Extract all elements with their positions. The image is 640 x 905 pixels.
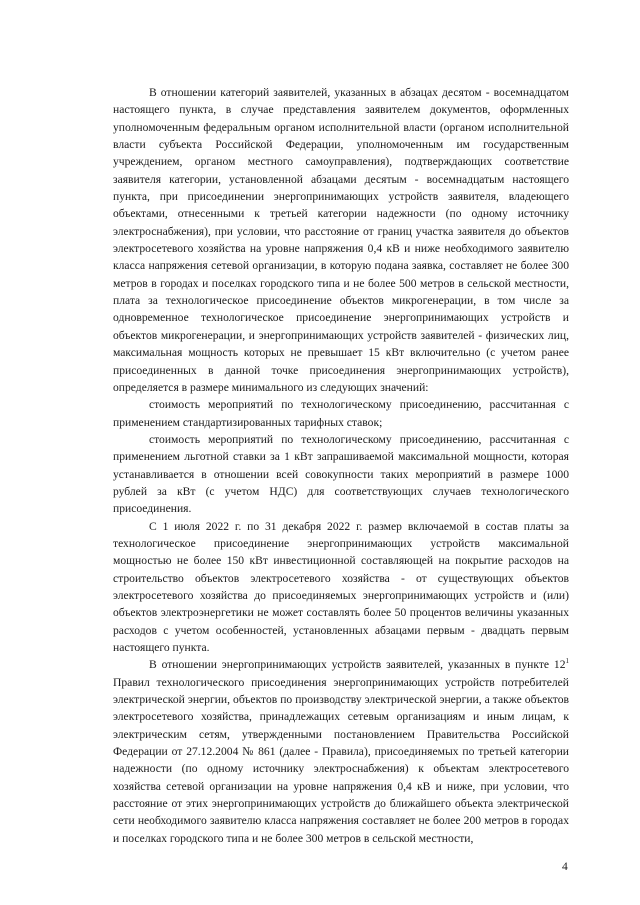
footnote-superscript: 1 — [565, 657, 569, 666]
paragraph-standard-rates: стоимость мероприятий по технологическому присоединению, рассчитанная с применением стандартизированных тарифных ставок; — [113, 398, 569, 429]
paragraph-preferential-rate: стоимость мероприятий по технологическому присоединению, рассчитанная с применением льготной ставки за 1 кВт запрашиваемой максимальной мощности, которая устанавливается в отношении всей совокупности таких мероприятий в размере 1000 рублей за кВт (с учетом НДС) для соответствующих случаев технологического присоединения. — [113, 432, 569, 516]
paragraph-energy-devices-rest: Правил технологического присоединения энергопринимающих устройств потребителей электрической энергии, объектов по производству электрической энергии, а также объектов электросетевого хозяйства, принадлежащих сетевым организациям и иным лицам, к электрическим сетям, утвержденными постановлением Правительства Российской Федерации от 27.12.2004 № 861 (далее - Правила), присоединяемых по третьей категории надежности (по одному источнику электроснабжения) к объектам электросетевого хозяйства сетевой организации на уровне напряжения 0,4 кВ и ниже, при условии, что расстояние от этих энергопринимающих устройств до ближайшего объекта электрической сети необходимого заявителю класса напряжения составляет не более 200 метров в городах и поселках городского типа и не более 300 метров в сельской местности, — [113, 675, 569, 845]
paragraph-categories: В отношении категорий заявителей, указанных в абзацах десятом - восемнадцатом настоящего пункта, в случае представления заявителем документов, оформленных уполномоченным федеральным органом исполнительной власти (органом исполнительной власти субъекта Российской Федерации, уполномоченным им государственным учреждением, органом местного самоуправления), подтверждающих соответствие заявителя категории, установленной абзацами десятым - восемнадцатым настоящего пункта, при присоединении энергопринимающих устройств заявителя, владеющего объектами, отнесенными к третьей категории надежности (по одному источнику электроснабжения), при условии, что расстояние от границ участка заявителя до объектов электросетевого хозяйства на уровне напряжения 0,4 кВ и ниже необходимого заявителю класса напряжения сетевой организации, в которую подана заявка, составляет не более 300 метров в городах и поселках городского типа и не более 500 метров в сельской местности, плата за технологическое присоединение объектов микрогенерации, в том числе за одновременное технологическое присоединение энергопринимающих устройств и объектов микрогенерации, и энергопринимающих устройств заявителей - физических лиц, максимальная мощность которых не превышает 15 кВт включительно (с учетом ранее присоединенных в данной точке присоединения энергопринимающих устройств), определяется в размере минимального из следующих значений: — [113, 86, 569, 394]
paragraph-investment-component: С 1 июля 2022 г. по 31 декабря 2022 г. размер включаемой в состав платы за технологическое присоединение энергопринимающих устройств максимальной мощностью не более 150 кВт инвестиционной составляющей на покрытие расходов на строительство объектов электросетевого хозяйства - от существующих объектов электросетевого хозяйства до присоединяемых энергопринимающих устройств и (или) объектов электроэнергетики не может составлять более 50 процентов величины указанных расходов с учетом особенностей, установленных абзацами первым - двадцать первым настоящего пункта. — [113, 519, 569, 654]
paragraph-energy-devices-start: В отношении энергопринимающих устройств заявителей, указанных в пункте 12 — [149, 658, 566, 672]
paragraph-energy-devices — [113, 656, 569, 847]
page-number: 4 — [562, 860, 568, 873]
document-body — [113, 84, 569, 847]
